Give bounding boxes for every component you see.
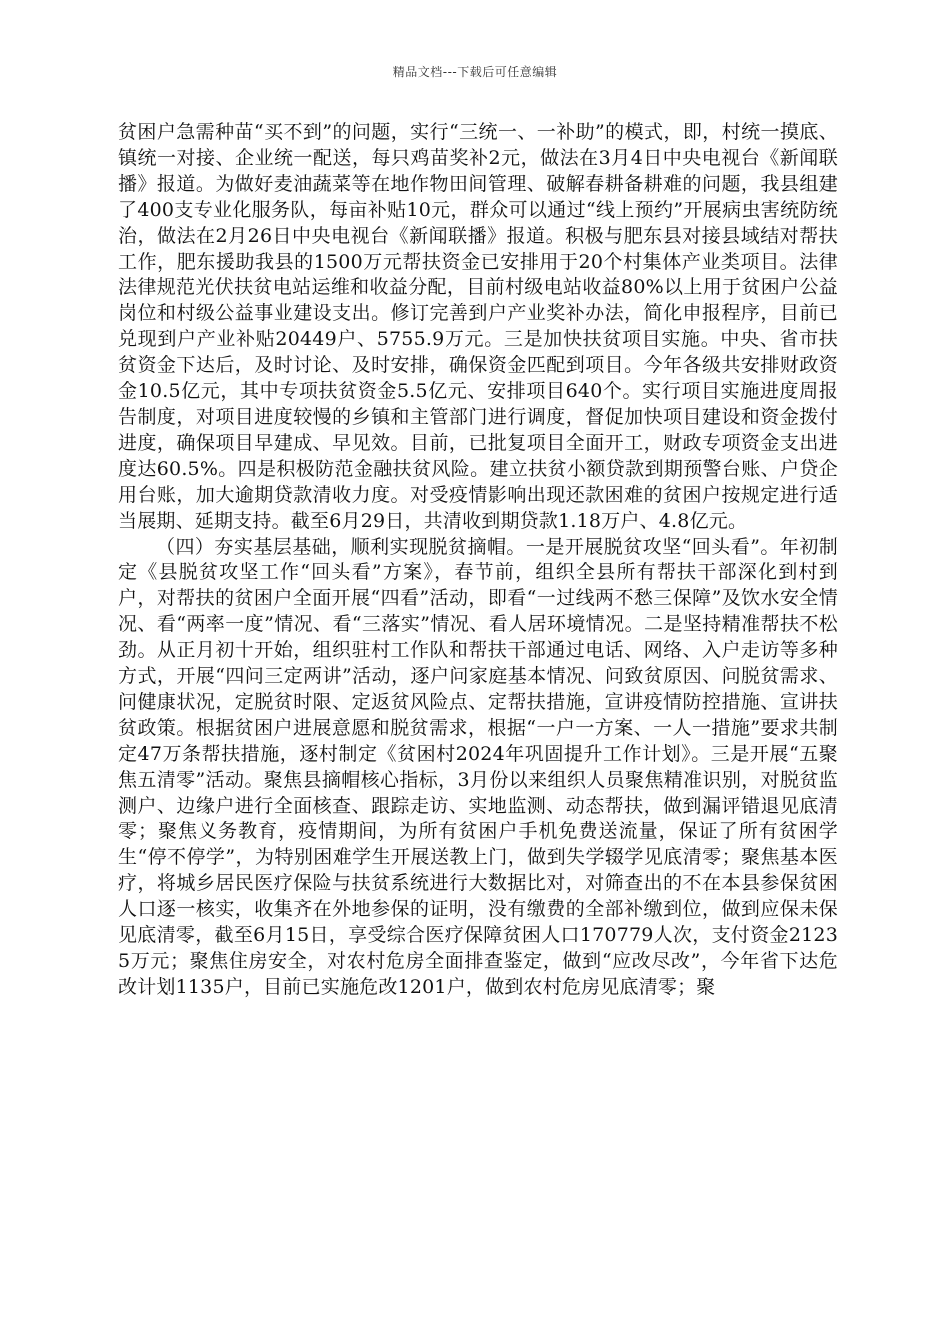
page-header: 精品文档---下载后可任意编辑 — [392, 65, 558, 79]
paragraph-continued: 贫困户急需种苗“买不到”的问题，实行“三统一、一补助”的模式，即，村统一摸底、镇统一对接、企业统一配送，每只鸡苗奖补2元，做法在3月4日中央电视台《新闻联播》报道。为做好麦油蔬菜等在地作物田间管理、破解春耕备耕难的问题，我县组建了400支专业化服务队，每亩补贴10元，群众可以通过“线上预约”开展病虫害统防统治，做法在2月26日中央电视台《新闻联播》报道。积极与肥东县对接县域结对帮扶工作，肥东援助我县的1500万元帮扶资金已安排用于20个村集体产业类项目。法律法律规范光伏扶贫电站运维和收益分配，目前村级电站收益80%以上用于贫困户公益岗位和村级公益事业建设支出。修订完善到户产业奖补办法，简化申报程序，目前已兑现到户产业补贴20449户、5755.9万元。三是加快扶贫项目实施。中央、省市扶贫资金下达后，及时讨论、及时安排，确保资金匹配到项目。今年各级共安排财政资金10.5亿元，其中专项扶贫资金5.5亿元、安排项目640个。实行项目实施进度周报告制度，对项目进度较慢的乡镇和主管部门进行调度，督促加快项目建设和资金拨付进度，确保项目早建成、早见效。目前，已批复项目全面开工，财政专项资金支出进度达60.5%。四是积极防范金融扶贫风险。建立扶贫小额贷款到期预警台账、户贷企用台账，加大逾期贷款清收力度。对受疫情影响出现还款困难的贫困户按规定进行适当展期、延期支持。截至6月29日，共清收到期贷款1.18万户、4.8亿元。 — [118, 121, 838, 532]
paragraph-section-four: （四）夯实基层基础，顺利实现脱贫摘帽。一是开展脱贫攻坚“回头看”。年初制定《县脱贫攻坚工作“回头看”方案》，春节前，组织全县所有帮扶干部深化到村到户，对帮扶的贫困户全面开展“四看”活动，即看“一过线两不愁三保障”及饮水安全情况、看“两率一度”情况、看“三落实”情况、看人居环境情况。二是坚持精准帮扶不松劲。从正月初十开始，组织驻村工作队和帮扶干部通过电话、网络、入户走访等多种方式，开展“四问三定两讲”活动，逐户问家庭基本情况、问致贫原因、问脱贫需求、问健康状况，定脱贫时限、定返贫风险点、定帮扶措施，宣讲疫情防控措施、宣讲扶贫政策。根据贫困户进展意愿和脱贫需求，根据“一户一方案、一人一措施”要求共制定47万条帮扶措施，逐村制定《贫困村2024年巩固提升工作计划》。三是开展“五聚焦五清零”活动。聚焦县摘帽核心指标，3月份以来组织人员聚焦精准识别，对脱贫监测户、边缘户进行全面核查、跟踪走访、实地监测、动态帮扶，做到漏评错退见底清零；聚焦义务教育，疫情期间，为所有贫困户手机免费送流量，保证了所有贫困学生“停不停学”，为特别困难学生开展送教上门，做到失学辍学见底清零；聚焦基本医疗，将城乡居民医疗保险与扶贫系统进行大数据比对，对筛查出的不在本县参保贫困人口逐一核实，收集齐在外地参保的证明，没有缴费的全部补缴到位，做到应保未保见底清零，截至6月15日，享受综合医疗保障贫困人口170779人次，支付资金21235万元；聚焦住房安全，对农村危房全面排查鉴定，做到“应改尽改”，今年省下达危改计划1135户，目前已实施危改1201户，做到农村危房见底清零；聚 — [118, 535, 838, 998]
document-body — [118, 120, 838, 1001]
